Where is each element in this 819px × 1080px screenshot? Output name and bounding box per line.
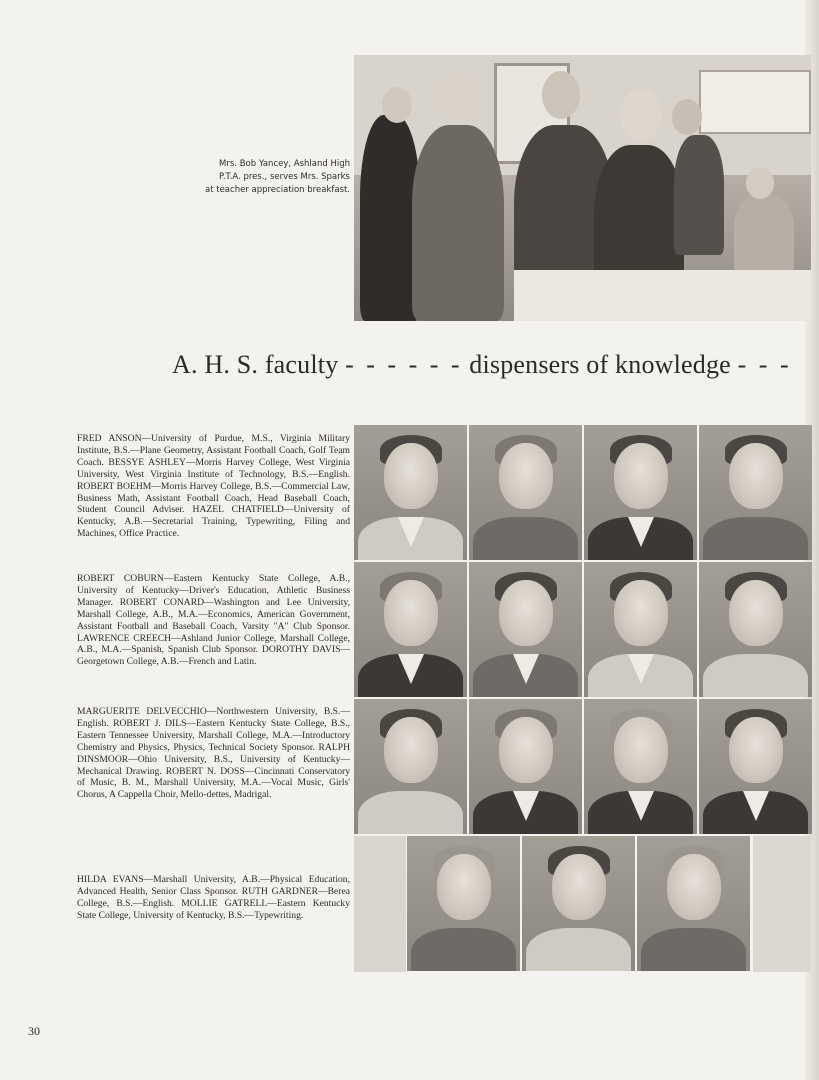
portrait — [469, 699, 582, 834]
portrait — [699, 425, 812, 560]
faculty-bio-4: HILDA EVANS—Marshall University, A.B.—Physical Education, Advanced Health, Senior Class Sponsor. RUTH GARDNER—Berea College, B.S.—English. MOLLIE GATRELL—Eastern Kentucky State College, University of Kentucky, B.S.—Typewriting. — [77, 874, 350, 921]
headline-dashes-2: - - - — [737, 350, 792, 379]
portrait — [699, 562, 812, 697]
photo-border-right — [753, 836, 811, 972]
caption-line-1: Mrs. Bob Yancey, Ashland High — [219, 159, 350, 169]
faculty-bio-1: FRED ANSON—University of Purdue, M.S., Virginia Military Institute, B.S.—Plane Geometry, Assistant Football Coach, Golf Team Coach. BESSYE ASHLEY—Morris Harvey College, West Virginia University, West Virginia Institute of Technology, B.S.—English. ROBERT BOEHM—Morris Harvey College, B.S.—Commercial Law, Business Math, Assistant Football Coach, Head Baseball Coach, Student Council Adviser. HAZEL CHATFIELD—University of Kentucky, A.B.—Secretarial Training, Typewriting, Filing and Machines, Office Practice. — [77, 433, 350, 540]
faculty-bio-3: MARGUERITE DELVECCHIO—Northwestern University, B.S.—English. ROBERT J. DILS—Eastern Kentucky State College, B.S., Eastern Tennessee University, Marshall College, M.A.—Introductory Chemistry and Physics, Physics, Technical Society Sponsor. RALPH DINSMOOR—Ohio University, B.S., University of Kentucky—Mechanical Drawing. ROBERT N. DOSS—Cincinnati Conservatory of Music, B. M., Marshall University, M.A.—Vocal Music, Girls' Chorus, A Cappella Choir, Mello-dettes, Madrigal. — [77, 706, 350, 801]
portrait — [407, 836, 520, 971]
portrait — [354, 562, 467, 697]
caption-line-2: P.T.A. pres., serves Mrs. Sparks — [219, 172, 350, 182]
faculty-bio-2: ROBERT COBURN—Eastern Kentucky State College, A.B., University of Kentucky—Driver's Education, Athletic Business Manager. ROBERT CONARD—Washington and Lee University, Marshall College, A.B., M.A.—Economics, American Government, Assistant Football and Baseball Coach, Varsity "A" Club Sponsor. LAWRENCE CREECH—Ashland Junior College, Marshall College, A.B., M.A.—Spanish, Spanish Club Sponsor. DOROTHY DAVIS—Georgetown College, A.B.—French and Latin. — [77, 573, 350, 668]
portrait — [637, 836, 750, 971]
breakfast-photo — [354, 55, 811, 321]
caption-line-3: at teacher appreciation breakfast. — [205, 185, 350, 195]
page-number: 30 — [28, 1024, 40, 1038]
portrait — [584, 425, 697, 560]
portrait — [584, 699, 697, 834]
portrait — [584, 562, 697, 697]
photo-border-left — [354, 836, 406, 972]
portrait — [522, 836, 635, 971]
headline-dashes-1: - - - - - - — [345, 350, 463, 379]
portrait — [354, 425, 467, 560]
headline-right: dispensers of knowledge — [469, 350, 731, 379]
portrait — [354, 699, 467, 834]
portrait — [469, 425, 582, 560]
photo-caption — [170, 158, 350, 197]
page-headline — [172, 350, 792, 380]
portrait — [699, 699, 812, 834]
portrait — [469, 562, 582, 697]
headline-left: A. H. S. faculty — [172, 350, 339, 379]
